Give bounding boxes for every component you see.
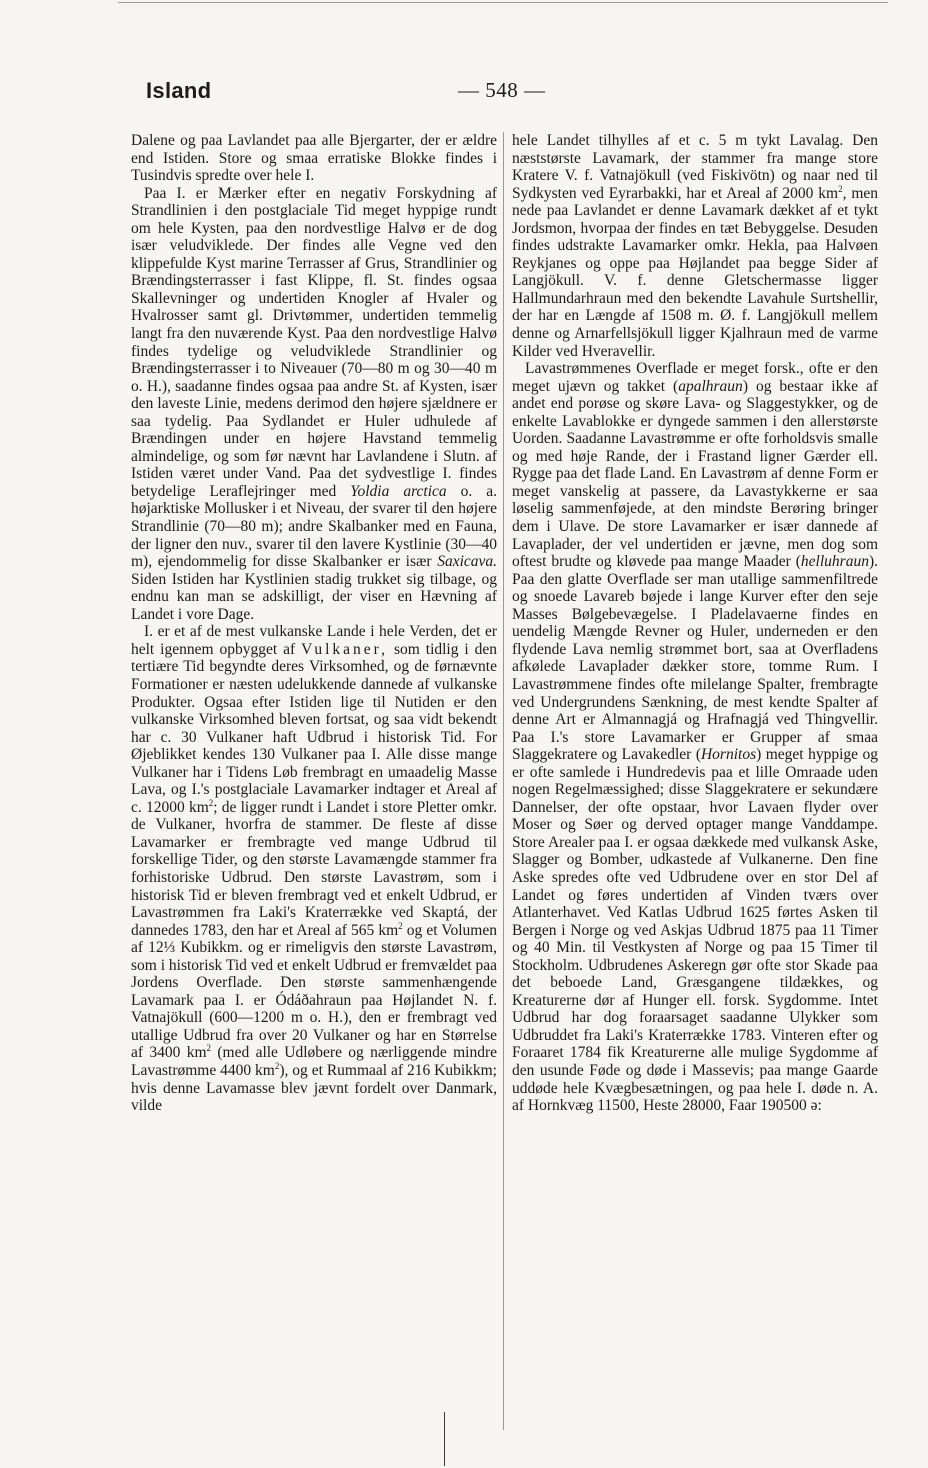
paragraph [512,360,878,1115]
paragraph-text: ), og et Rummaal af 216 Kubikkm; hvis denne Lavamasse blev jævnt fordelt over Danmark, vilde [131,1061,497,1115]
paragraph-text: , men nede paa Lavlandet er denne Lavamark dækket af et tykt Jordsmon, hvorpaa der findes en tæt Bebyggelse. Desuden findes udstrakte Lavamarker omkr. Hekla, paa Halvøen Reykjanes og oppe paa Højlandet paa begge Sider af Langjökull. V. f. denne Gletschermasse ligger Hallmundarhraun med den bekendte Lavahule Surtshellir, der har en Længde af 1508 m. Ø. f. Langjökull mellem denne og Arnarfellsjökull ligger Kjalhraun med de varme Kilder ved Hveravellir. [512,184,879,360]
italic-term: Yoldia arctica [350,482,447,500]
superscript: 2 [838,183,843,194]
paragraph-text: I. er et af de mest vulkanske Lande i hele Verden, det er helt igennem opbygget af [131,623,497,658]
column-divider [503,132,504,1430]
paragraph-text: (med alle Udløbere og nærliggende mindre Lavastrømme 4400 km [131,1044,497,1079]
superscript: 2 [206,1043,212,1054]
paragraph-text: Siden Istiden har Kystlinien stadig trukket sig tilbage, og endnu kan man se adskilligt, der viser en Hævning af Landet i vore Dage. [131,570,497,623]
superscript: 2 [274,1060,280,1071]
italic-term: Hornitos [700,746,757,764]
paragraph [131,185,497,624]
paragraph [512,132,878,360]
running-head-title: Island [146,78,212,103]
superscript: 2 [208,797,214,808]
page-header [146,78,896,112]
right-column [512,132,878,1115]
bottom-rule-mark [444,1412,445,1466]
superscript: 2 [398,920,403,931]
top-rule [118,2,888,3]
paragraph-text: som tidlig i den tertiære Tid begyndte deres Virksomhed, og de førnævnte Formationer er næsten udelukkende dannede af vulkanske Produkter. Ogsaa efter Istiden lige til Nutiden er den vulkanske Virksomhed bleven fortsat, og saa vidt bekendt har c. 30 Vulkaner haft Udbrud i historisk Tid. For Øjeblikket kendes 130 Vulkaner paa I. Alle disse mange Vulkaner har i Tidens Løb frembragt en umaadelig Masse Lava, og I.'s postglaciale Lavamarker indtager et Areal af c. 12000 km [131,640,498,816]
spaced-term: Vulkaner, [301,640,389,658]
paragraph-text: Lavastrømmenes Overflade er meget forsk., ofte er den meget ujævn og takket ( [512,360,878,395]
paragraph-text: ; de ligger rundt i Landet i store Pletter omkr. de Vulkaner, hvorfra de stammer. De fleste af disse Lavamarker er frembragte ved mange Udbrud til forskellige Tider, og den største Lavamængde stammer fra forhistoriske Udbrud. Den største Lavastrøm, som i historisk Tid er bleven frembragt ved et enkelt Udbrud, er Lavastrømmen fra Laki's Kraterrække ved Skaptá, der dannedes 1783, den har et Areal af 565 km [131,798,497,939]
paragraph-text: Dalene og paa Lavlandet paa alle Bjergarter, der er ældre end Istiden. Store og smaa erratiske Blokke findes i Tusindvis spredte over hele I. [131,132,497,185]
paragraph-text: ). Paa den glatte Overflade ser man utallige sammenfiltrede og snoede Lavareb bøjede i lange Kurver efter den seje Masses Bølgebevægelse. I Pladelavaerne findes en uendelig Mængde Revner og Huler, underneden er den flydende Lava nemlig strømmet bort, saa at Overfladens afkølede Lavaplader dækker store, tomme Rum. I Lavastrømmene findes ofte milelange Spalter, frembragte ved Undergrundens Sænkning, de mest kendte Spalter af denne Art er Almannagjá og Hrafnagjá ved Thingvellir. Paa I.'s store Lavamarker er Grupper af smaa Slaggekratere og Lavakedler ( [512,553,878,764]
paragraph-text: o. a. højarktiske Mollusker i et Niveau, der svarer til den højere Strandlinie (70—80 m); andre Skalbanker med en Fauna, der ligner den nuv., svarer til den lavere Kystlinie (30—40 m), ejendommelig for disse Skalbanker er især [131,482,498,571]
paragraph-text: Paa I. er Mærker efter en negativ Forskydning af Strandlinien i den postglaciale Tid meget hyppige rundt om hele Kysten, paa den nordvestlige Halvø er de dog især veludviklede. Der findes alle Vegne ved den klippefulde Kyst marine Terrasser af Grus, Strandlinier og Brændingsterrasser i fast Klippe, fl. St. findes ogsaa Skallevninger og undertiden Knogler af Hvaler og Hvalrosser samt gl. Drivtømmer, undertiden temmelig langt fra den nuværende Kyst. Paa den nordvestlige Halvø findes tydelige og veludviklede Strandlinier og Brændingsterrasser i to Niveauer (70—80 m og 30—40 m o. H.), saadanne findes ogsaa paa andre St. af Kysten, især den laveste Linie, medens derimod den højere sjældnere er saa tydelig. Paa Sydlandet er Huler udhulede af Brændingen under en højere Havstand temmelig almindelige, og som før nævnt har Lavlandene i Slutn. af Istiden været under Vand. Paa det sydvestlige I. findes betydelige Leraflejringer med [131,184,497,500]
italic-term: apalhraun [678,377,743,395]
left-column [131,132,497,1115]
paragraph [131,623,497,1114]
paragraph-text: hele Landet tilhylles af et c. 5 m tykt Lavalag. Den næststørste Lavamark, der stammer fra mange store Kratere V. f. Vatnajökull (ved Fiskivötn) og naar ned til Sydkysten ved Eyrarbakki, har et Areal af 2000 km [512,132,878,202]
italic-term: Saxicava. [437,553,498,571]
page-number: — 548 — [458,78,546,102]
italic-term: helluhraun [800,553,869,571]
paragraph-text: ) meget hyppige og er ofte samlede i Hundredevis paa et lille Omraade uden nogen Regelmæssighed; disse Slaggekratere er sekundære Dannelser, der ofte opstaar, hvor Lavaen flyder over Moser og Søer og derved optager mange Vanddampe. Store Arealer paa I. er ogsaa dækkede med vulkansk Aske, Slagger og Bomber, udkastede af Vulkanerne. Den fine Aske spredes ofte ved Udbrudene over en stor Del af Landet og føres undertiden af Vinden tværs over Atlanterhavet. Ved Katlas Udbrud 1625 førtes Asken til Bergen i Norge og ved Askjas Udbrud 1875 paa 11 Timer og 40 Min. til Vestkysten af Norge og paa 15 Timer til Stockholm. Udbrudenes Askeregn gør ofte stor Skade paa det beboede Land, Græsgangene tildækkes, og Kreaturerne dør af Hunger ell. forsk. Sygdomme. Intet Udbrud har dog foraarsaget saadanne Ulykker som Udbruddet fra Laki's Kraterrække 1783. Vinteren efter og Foraaret 1784 fik Kreaturerne alle mulige Sygdomme af den usunde Føde og døde i Massevis; paa mange Gaarde uddøde hele Kvægbesætningen, og paa hele I. døde n. A. af Hornkvæg 11500, Heste 28000, Faar 190500 ə: [512,746,878,1115]
paragraph-text: ) og bestaar ikke af andet end porøse og skøre Lava- og Slaggestykker, og de enkelte Lavablokke er dyngede sammen i den allerstørste Uorden. Saadanne Lavastrømme er ofte forholdsvis smalle og med høje Rande, der i Frastand ligner Gærder ell. Rygge paa det flade Land. En Lavastrøm af denne Form er meget vanskelig at passere, da Lavastykkerne er saa løselig sammenføjede, at den mindste Berøring bringer dem i Ulave. De store Lavamarker er især dannede af Lavaplader, der vel undertiden er jævne, men dog som oftest brudte og kløvede paa mange Maader ( [512,377,878,571]
paragraph [131,132,497,185]
paragraph-text: og et Volumen af 12⅓ Kubikkm. og er rimeligvis den største Lavastrøm, som i historisk Tid ved et enkelt Udbrud er fremvældet paa Jordens Overflade. Den største sammenhængende Lavamark paa I. er Ódáðahraun paa Højlandet N. f. Vatnajökull (600—1200 m o. H.), den er frembragt ved utallige Udbrud fra over 20 Vulkaner og har en Størrelse af 3400 km [131,921,497,1062]
